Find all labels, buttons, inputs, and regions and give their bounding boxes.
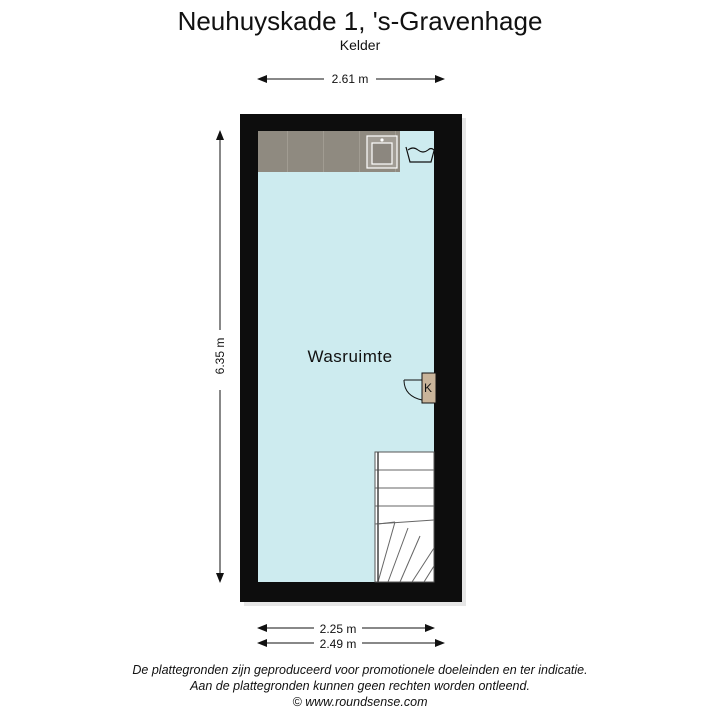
dimension-bottom-outer xyxy=(258,637,444,651)
staircase xyxy=(375,452,434,582)
dimension-top-label: 2.61 m xyxy=(331,72,369,86)
disclaimer xyxy=(0,662,720,710)
page-title: Neuhuyskade 1, 's-Gravenhage xyxy=(177,6,543,36)
floor-label: Kelder xyxy=(339,37,381,53)
dimension-left xyxy=(213,131,227,582)
dimension-bottom-inner xyxy=(258,622,434,636)
room-label-wasruimte: Wasruimte xyxy=(307,347,393,366)
sink-icon xyxy=(367,136,397,168)
dimension-left-label: 6.35 m xyxy=(213,337,227,375)
disclaimer-line-2: Aan de plattegronden kunnen geen rechten worden ontleend. xyxy=(190,679,530,693)
dimension-outer-label: 2.49 m xyxy=(319,637,357,651)
meter-box-label: K xyxy=(424,381,433,395)
dimension-top xyxy=(258,72,444,86)
dimension-inner-label: 2.25 m xyxy=(319,622,357,636)
disclaimer-line-1: De plattegronden zijn geproduceerd voor promotionele doeleinden en ter indicatie. xyxy=(132,663,588,677)
copyright-line: © www.roundsense.com xyxy=(292,695,428,709)
